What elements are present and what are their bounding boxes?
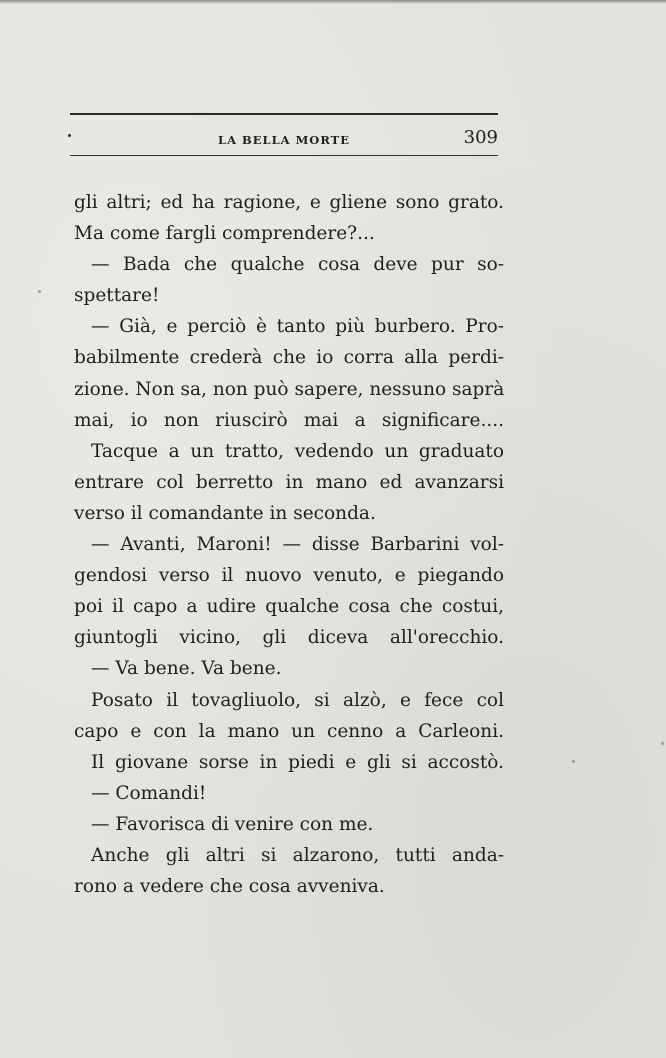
text-line: Anche gli altri si alzarono, tutti anda- [91,844,504,866]
page-top-edge-shadow [0,0,666,4]
text-line: — Va bene. Va bene. [91,658,282,680]
text-line: babilmente crederà che io corra alla perdi- [74,347,504,369]
text-line: capo e con la mano un cenno a Carleoni. [74,720,504,742]
text-line: Ma come fargli comprendere?... [74,223,375,245]
text-line: zione. Non sa, non può sapere, nessuno saprà [74,378,505,400]
text-line: verso il comandante in seconda. [74,502,376,524]
paper-speck [38,290,41,293]
text-line: — Avanti, Maroni! — disse Barbarini vol- [91,534,504,556]
text-line: Tacque a un tratto, vedendo un graduato [91,440,504,462]
body-text [74,187,504,902]
text-line: spettare! [74,285,160,307]
text-line: poi il capo a udire qualche cosa che costui, [74,596,504,618]
paper-speck [661,742,664,745]
text-line: Posato il tovagliuolo, si alzò, e fece col [91,689,504,711]
text-line: — Favorisca di venire con me. [91,813,374,835]
page-header [70,113,498,156]
text-line: Il giovane sorse in piedi e gli si accostò. [91,751,504,773]
text-line: — Bada che qualche cosa deve pur so- [91,254,504,276]
text-line: — Comandi! [91,782,207,804]
text-line: rono a vedere che cosa avveniva. [74,876,385,898]
header-bottom-rule [70,155,498,156]
text-line: entrare col berretto in mano ed avanzarsi [74,471,504,493]
paper-speck [572,760,575,763]
text-line: — Già, e perciò è tanto più burbero. Pro- [91,316,504,338]
text-line: gendosi verso il nuovo venuto, e piegando [74,565,504,587]
page-number: 309 [463,127,498,148]
text-line: gli altri; ed ha ragione, e gliene sono grato. [74,192,504,213]
text-line: giuntogli vicino, gli diceva all'orecchio. [74,627,504,649]
text-line: mai, io non riuscirò mai a significare.... [74,409,504,431]
header-row [70,115,498,155]
running-title: LA BELLA MORTE [217,133,351,147]
